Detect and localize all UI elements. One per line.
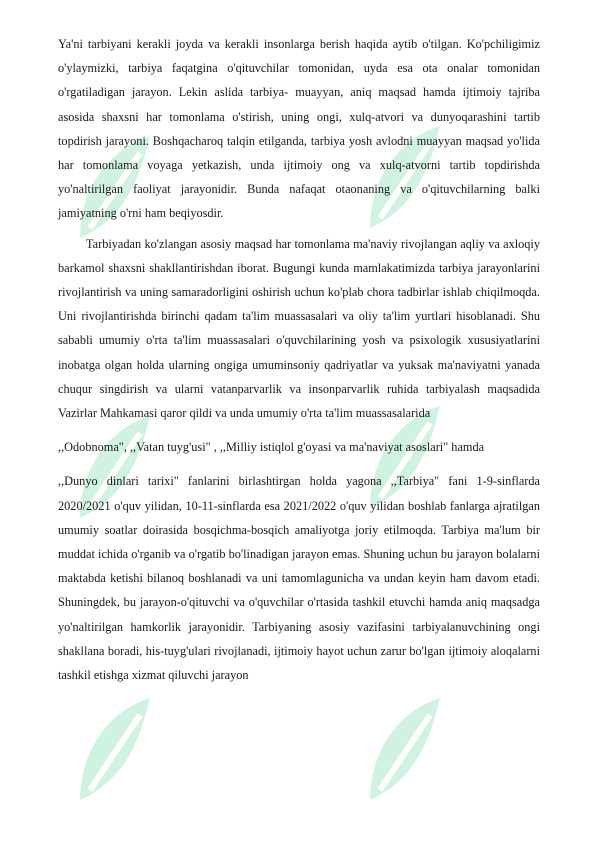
- paragraph: Ya'ni tarbiyani kerakli joyda va kerakli insonlarga berish haqida aytib o'tilgan. Ko'pchiligimiz o'ylaymizki, tarbiya faqatgina o'qituvchilar tomonidan, uyda esa ota onalar tomonidan o'rgatiladigan jarayon. Lekin aslida tarbiya- muayyan, aniq maqsad hamda ijtimoiy tajriba asosida shaxsni har tomonlama o'stirish, uning ongi, xulq-atvori va dunyoqarashini tartib topdirish jarayoni. Boshqacharoq talqin etilganda, tarbiya yosh avlodni muayyan maqsad yo'lida har tomonlama voyaga yetkazish, unda ijtimoiy ong va xulq-atvorni tartib topdirishda yo'naltirilgan faoliyat jarayonidir. Bunda nafaqat otaonaning va o'qituvchilarning balki jamiyatning o'rni ham beqiyosdir.: [58, 37, 540, 221]
- paragraph: ,,Dunyo dinlari tarixi" fanlarini birlashtirgan holda yagona ,,Tarbiya" fani 1-9-sinflarda 2020/2021 o'quv yilidan, 10-11-sinflarda esa 2021/2022 o'quv yilidan boshlab fanlarga ajratilgan umumiy soatlar doirasida bosqichma-bosqich amaliyotga joriy etilmoqda. Tarbiya ma'lum bir muddat ichida o'rganib va o'rgatib bo'linadigan jarayon emas. Shuning uchun bu jarayon bolalarni maktabda ketishi bilanoq boshlanadi va uni tamomlagunicha va undan keyin ham davom etadi. Shuningdek, bu jarayon-o'qituvchi va o'quvchilar o'rtasida tashkil etuvchi hamda aniq maqsadga yo'naltirilgan hamkorlik jarayonidir. Tarbiyaning asosiy vazifasini tarbiyalanuvchining ongi shakllana boradi, his-tuyg'ulari rivojlanadi, ijtimoiy hayot uchun zarur bo'lgan ijtimoiy aloqalarni tashkil etishga xizmat qiluvchi jarayon: [58, 474, 540, 683]
- watermark-leaf-icon: [360, 690, 450, 810]
- paragraph: Tarbiyadan ko'zlangan asosiy maqsad har tomonlama ma'naviy rivojlangan aqliy va axloqiy barkamol shaxsni shakllantirishdan iborat. Bugungi kunda mamlakatimizda tarbiya jarayonlarini rivojlantirish va uning samaradorligini oshirish uchun ko'plab chora tadbirlar ishlab chiqilmoqda. Uni rivojlantirishda birinchi qadam ta'lim muassasalari va oliy ta'lim yurtlari hisoblanadi. Shu sababli umumiy o'rta ta'lim muassasalari o'quvchilarining yosh va psixologik xususiyatlarini inobatga olgan holda ularning ongiga umuminsoniy qadriyatlar va yuksak ma'naviyatni yanada chuqur singdirish va ularni vatanparvarlik va insonparvarlik ruhida tarbiyalash maqsadida Vazirlar Mahkamasi qaror qildi va unda umumiy o'rta ta'lim muassasalarida: [58, 236, 540, 421]
- body-text: [58, 32, 540, 687]
- paragraph: ,,Odobnoma", ,,Vatan tuyg'usi" , ,,Milliy istiqlol g'oyasi va ma'naviyat asoslari" hamda: [58, 440, 485, 455]
- watermark-leaf-icon: [70, 690, 160, 810]
